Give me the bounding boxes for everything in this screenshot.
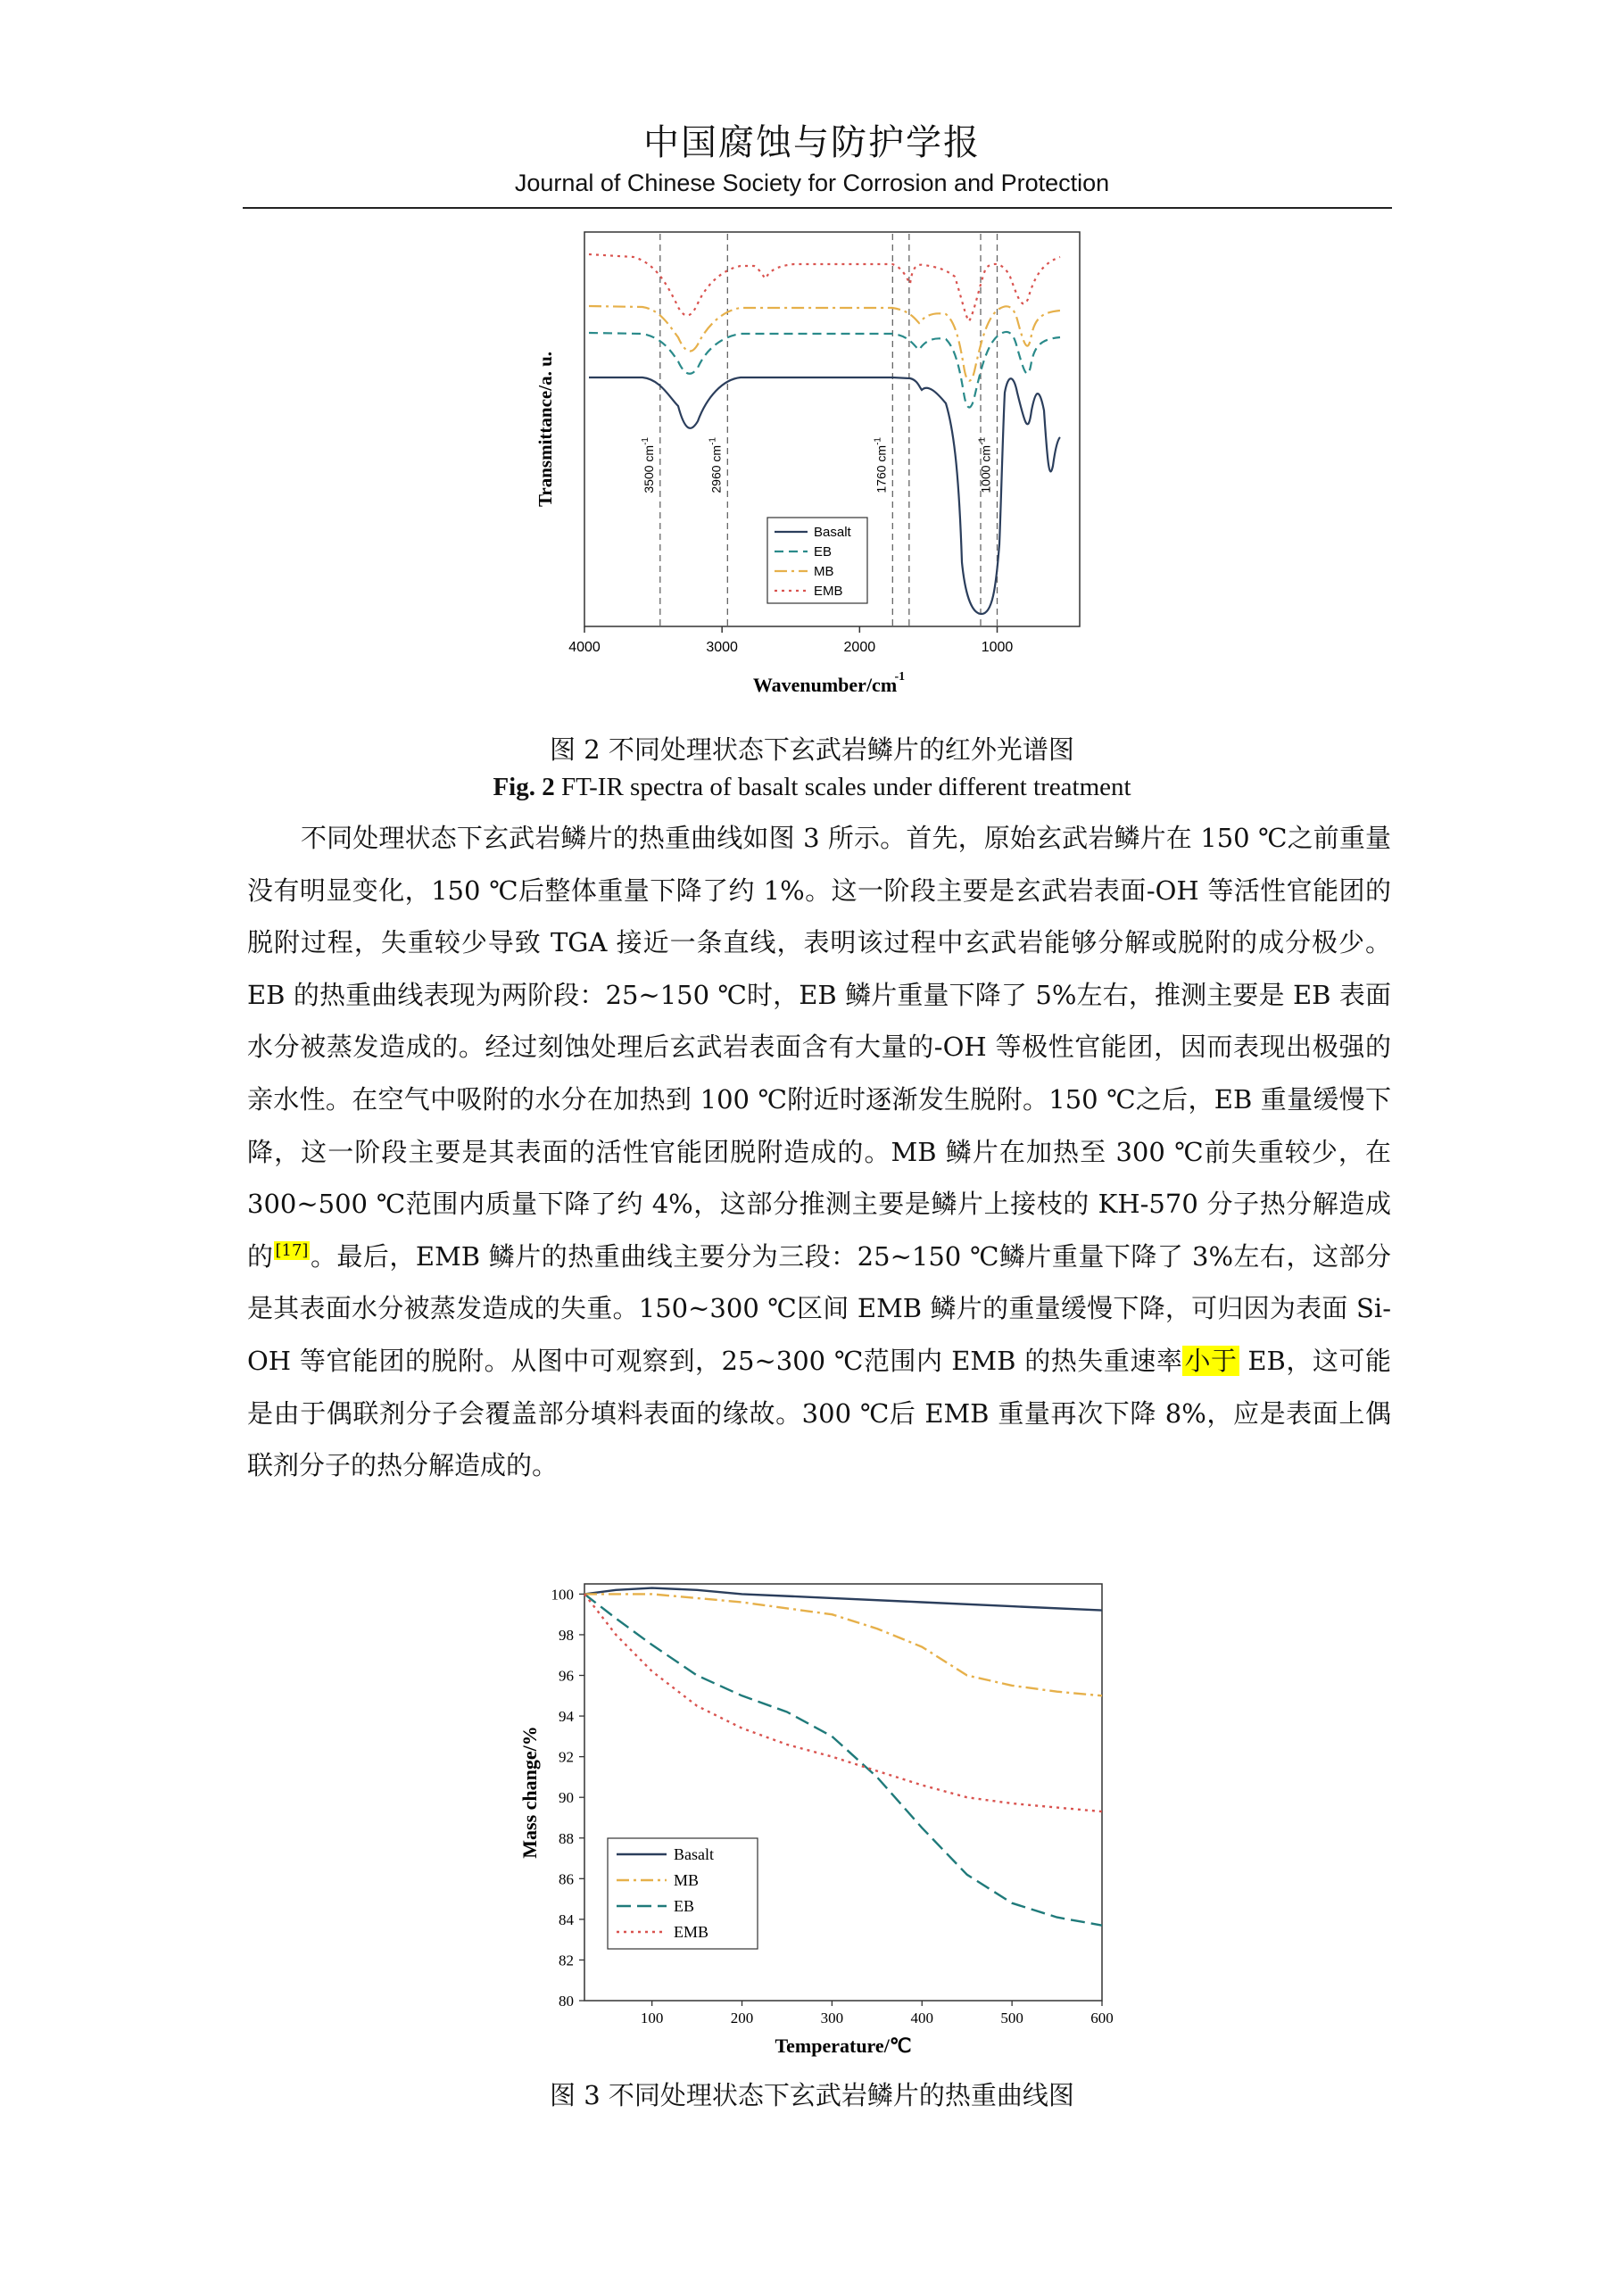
tga-series-basalt xyxy=(584,1588,1102,1611)
ftir-x-tick-label: 3000 xyxy=(706,640,738,655)
paragraph-part-1: 不同处理状态下玄武岩鳞片的热重曲线如图 3 所示。首先，原始玄武岩鳞片在 150 ℃之前重量没有明显变化，150 ℃后整体重量下降了约 1%。这一阶段主要是玄武岩表面-OH 等活性官能团的脱附过程，失重较少导致 TGA 接近一条直线，表明该过程中玄武岩能够分解或脱附的成分极少。EB 的热重曲线表现为两阶段：25~150 ℃时，EB 鳞片重量下降了 5%左右，推测主要是 EB 表面水分被蒸发造成的。经过刻蚀处理后玄武岩表面含有大量的-OH 等极性官能团，因而表现出极强的亲水性。在空气中吸附的水分在加热到 100 ℃附近时逐渐发生脱附。150 ℃之后，EB 重量缓慢下降，这一阶段主要是其表面的活性官能团脱附造成的。MB 鳞片在加热至 300 ℃前失重较少，在 300~500 ℃范围内质量下降了约 4%，这部分推测主要是鳞片上接枝的 KH-570 分子热分解造成的 xyxy=(247,823,1391,1272)
tga-y-tick-label: 96 xyxy=(559,1667,574,1685)
journal-title-cn: 中国腐蚀与防护学报 xyxy=(643,122,981,163)
tga-legend-label: Basalt xyxy=(674,1845,714,1863)
body-paragraph xyxy=(247,812,1391,1492)
tga-x-tick-label: 400 xyxy=(910,2010,934,2027)
journal-title-en: Journal of Chinese Society for Corrosion and Protection xyxy=(514,170,1110,196)
ftir-x-tick-label: 2000 xyxy=(843,640,876,655)
figure2-caption-label: Fig. 2 xyxy=(493,773,555,801)
tga-x-tick-label: 300 xyxy=(820,2010,844,2027)
tga-y-tick-label: 88 xyxy=(559,1829,574,1847)
tga-chart xyxy=(518,1571,1114,2066)
tga-legend-label: EMB xyxy=(674,1923,709,1941)
tga-legend xyxy=(608,1838,758,1949)
ftir-reference-label: 1000 $cm^{-1}$ xyxy=(977,437,993,493)
paragraph-part-3: EB，这可能是由于偶联剂分子会覆盖部分填料表面的缘故。300 ℃后 EMB 重量再次下降 8%，应是表面上偶联剂分子的热分解造成的。 xyxy=(247,1345,1391,1481)
tga-x-tick-label: 100 xyxy=(640,2010,664,2027)
tga-plot-area xyxy=(518,1584,1114,2057)
ftir-legend-label: Basalt xyxy=(814,525,851,540)
ftir-chart xyxy=(500,214,1124,714)
tga-legend-label: MB xyxy=(674,1871,700,1889)
tga-y-tick-label: 94 xyxy=(559,1708,574,1726)
tga-y-tick-label: 80 xyxy=(559,1993,574,2010)
tga-y-tick-label: 82 xyxy=(559,1952,574,1969)
ftir-x-tick-label: 1000 xyxy=(981,640,1014,655)
citation-ref xyxy=(274,1241,311,1260)
ftir-reference-label: 2960 $cm^{-1}$ xyxy=(708,437,724,493)
tga-y-tick-label: 84 xyxy=(559,1911,574,1928)
header-divider xyxy=(243,207,1392,209)
paragraph-part-2: 。最后，EMB 鳞片的热重曲线主要分为三段：25~150 ℃鳞片重量下降了 3%左右，这部分是其表面水分被蒸发造成的失重。150~300 ℃区间 EMB 鳞片的重量缓慢下降，可归因为表面 Si-OH 等官能团的脱附。从图中可观察到，25~300 ℃范围内 EMB 的热失重速率 xyxy=(247,1240,1391,1376)
ftir-x-axis-label: Wavenumber/cm xyxy=(752,674,898,696)
ftir-legend xyxy=(767,518,867,603)
ftir-plot-area xyxy=(534,232,1080,696)
figure3-caption-cn: 图 3 不同处理状态下玄武岩鳞片的热重曲线图 xyxy=(550,2080,1074,2110)
ftir-x-tick-label: 4000 xyxy=(568,640,601,655)
ftir-y-axis-label: Transmittance/a. u. xyxy=(534,351,556,508)
tga-y-tick-label: 90 xyxy=(559,1789,574,1807)
tga-y-tick-label: 100 xyxy=(551,1586,574,1604)
tga-x-axis-label: Temperature/℃ xyxy=(775,2035,912,2057)
tga-x-tick-label: 600 xyxy=(1090,2010,1114,2027)
tga-x-tick-label: 200 xyxy=(730,2010,754,2027)
tga-y-tick-label: 98 xyxy=(559,1626,574,1644)
figure2-caption-text: FT-IR spectra of basalt scales under different treatment xyxy=(554,773,1131,801)
ftir-legend-label: MB xyxy=(814,564,834,579)
tga-legend-label: EB xyxy=(674,1897,695,1915)
ftir-reference-label: 1760 $cm^{-1}$ xyxy=(873,437,889,493)
tga-series-emb xyxy=(584,1594,1102,1811)
tga-y-tick-label: 86 xyxy=(559,1870,574,1888)
tga-y-axis-label: Mass change/% xyxy=(518,1726,541,1859)
figure2-caption-cn: 图 2 不同处理状态下玄武岩鳞片的红外光谱图 xyxy=(550,734,1074,765)
ftir-x-axis-label-sup: -1 xyxy=(894,670,906,684)
tga-x-tick-label: 500 xyxy=(1000,2010,1023,2027)
highlighted-text: 小于 xyxy=(1184,1345,1238,1376)
figure2-caption-en xyxy=(0,773,1624,802)
tga-series-mb xyxy=(584,1594,1102,1695)
citation-highlight: [17] xyxy=(275,1241,309,1261)
ftir-reference-label: 3500 $cm^{-1}$ xyxy=(640,437,656,493)
ftir-legend-label: EMB xyxy=(814,584,843,599)
tga-y-tick-label: 92 xyxy=(559,1748,574,1766)
ftir-legend-label: EB xyxy=(814,544,833,559)
